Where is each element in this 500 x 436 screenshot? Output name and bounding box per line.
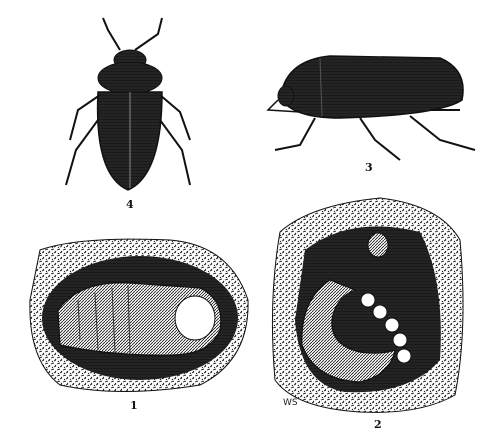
figure-label-3: 3: [365, 161, 373, 174]
figure-label-1: 1: [130, 399, 138, 412]
beetle-dorsal-figure: [66, 18, 190, 190]
figure-label-4: 4: [126, 198, 134, 211]
beetle-side-figure: [268, 56, 475, 160]
pupa-cell-figure: [30, 239, 248, 391]
figure-label-2: 2: [374, 418, 382, 431]
larva-cell-figure: [272, 198, 463, 412]
engraver-monogram: WS: [283, 398, 298, 408]
